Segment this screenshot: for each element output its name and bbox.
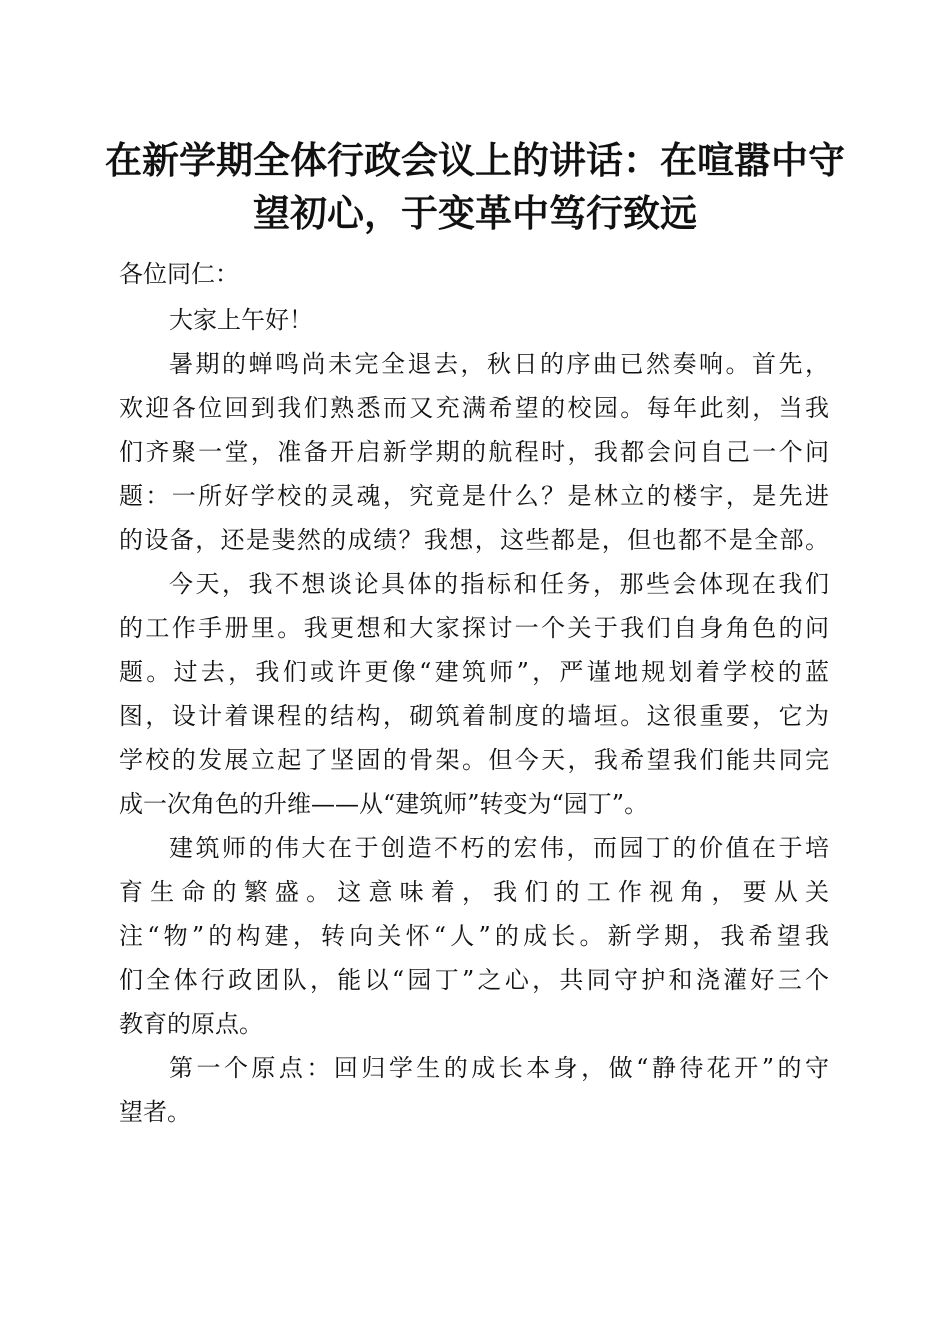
greeting: 大家上午好！ xyxy=(169,306,313,334)
title-line-1: 在新学期全体行政会议上的讲话：在喧嚣中守 xyxy=(105,138,845,182)
paragraph-line: 的工作手册里。我更想和大家探讨一个关于我们自身角色的问 xyxy=(119,614,829,642)
paragraph-line: 学校的发展立起了坚固的骨架。但今天，我希望我们能共同完 xyxy=(119,746,829,774)
paragraph-line: 题：一所好学校的灵魂，究竟是什么？是林立的楼宇，是先进 xyxy=(119,482,829,510)
paragraph-line: 们齐聚一堂，准备开启新学期的航程时，我都会问自己一个问 xyxy=(119,438,829,466)
paragraph-line: 育生命的繁盛。这意味着，我们的工作视角，要从关 xyxy=(119,878,829,906)
title-line-2: 望初心，于变革中笃行致远 xyxy=(253,191,697,235)
paragraph-3 xyxy=(119,826,829,1046)
paragraph-line: 们全体行政团队，能以“园丁”之心，共同守护和浇灌好三个 xyxy=(119,966,829,994)
paragraph-1 xyxy=(119,342,829,562)
salutation: 各位同仁： xyxy=(119,260,239,288)
paragraph-line: 的设备，还是斐然的成绩？我想，这些都是，但也都不是全部。 xyxy=(119,526,829,554)
document-body xyxy=(119,252,829,1134)
paragraph-line: 建筑师的伟大在于创造不朽的宏伟，而园丁的价值在于培 xyxy=(169,834,829,862)
paragraph-line: 题。过去，我们或许更像“建筑师”，严谨地规划着学校的蓝 xyxy=(119,658,829,686)
paragraph-line: 望者。 xyxy=(119,1098,191,1126)
paragraph-line: 第一个原点：回归学生的成长本身，做“静待花开”的守 xyxy=(169,1054,829,1082)
paragraph-line: 图，设计着课程的结构，砌筑着制度的墙垣。这很重要，它为 xyxy=(119,702,829,730)
paragraph-line: 暑期的蝉鸣尚未完全退去，秋日的序曲已然奏响。首先， xyxy=(169,350,829,378)
paragraph-line: 注“物”的构建，转向关怀“人”的成长。新学期，我希望我 xyxy=(119,922,829,950)
paragraph-4 xyxy=(119,1046,829,1134)
paragraph-line: 教育的原点。 xyxy=(119,1010,263,1038)
paragraph-line: 成一次角色的升维——从“建筑师”转变为“园丁”。 xyxy=(119,790,649,818)
page-title xyxy=(100,134,850,240)
paragraph-line: 今天，我不想谈论具体的指标和任务，那些会体现在我们 xyxy=(169,570,829,598)
paragraph-line: 欢迎各位回到我们熟悉而又充满希望的校园。每年此刻，当我 xyxy=(119,394,829,422)
paragraph-2 xyxy=(119,562,829,826)
